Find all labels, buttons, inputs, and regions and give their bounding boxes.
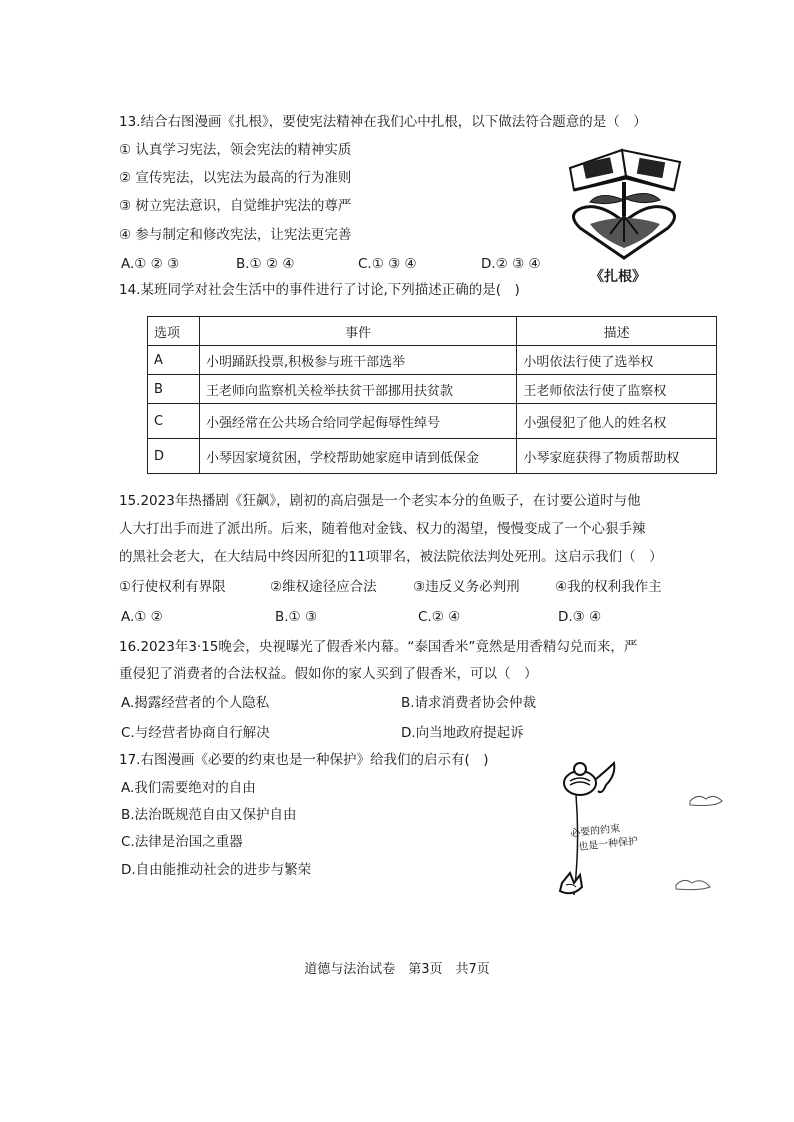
q17-choice-d: D.自由能推动社会的进步与繁荣 [121,862,312,878]
q16-choice-b: B.请求消费者协会仲裁 [401,695,537,711]
q13-stem: 13.结合右图漫画《扎根》，要使宪法精神在我们心中扎根，以下做法符合题意的是（ ） [119,114,647,130]
table-cell-option: B [148,375,200,404]
q15-stem-line-3: 的黑社会老大，在大结局中终因所犯的11项罪名，被法院依法判处死刑。这启示我们（ ） [119,549,663,565]
q13-choice-c: C.① ③ ④ [358,256,417,272]
table-header-row [148,317,717,346]
q16-stem-line-2: 重侵犯了消费者的合法权益。假如你的家人买到了假香米，可以（ ） [119,666,538,682]
q15-choice-a: A.① ② [121,609,163,625]
q13-choice-d: D.② ③ ④ [481,256,541,272]
rooting-cartoon-caption: 《扎根》 [590,269,646,285]
q15-stem-line-1: 15.2023年热播剧《狂飙》，剧初的高启强是一个老实本分的鱼贩子，在讨要公道时与他 [119,493,641,509]
rooting-cartoon-illustration [560,138,695,263]
q16-choice-d: D.向当地政府提起诉 [401,725,524,741]
kite-cartoon-illustration [540,755,740,930]
table-cell-event: 小明踊跃投票,积极参与班干部选举 [199,346,516,375]
kite-caption-line-2: 也是一种保护 [577,835,639,854]
q17-choice-c: C.法律是治国之重器 [121,834,243,850]
table-header-description: 描述 [517,317,717,346]
q13-statement-2: ② 宣传宪法，以宪法为最高的行为准则 [119,170,352,186]
table-cell-event: 王老师向监察机关检举扶贫干部挪用扶贫款 [199,375,516,404]
table-row [148,375,717,404]
table-cell-option: D [148,439,200,474]
q13-choice-a: A.① ② ③ [121,256,180,272]
q14-table [147,316,717,474]
q13-statement-4: ④ 参与制定和修改宪法，让宪法更完善 [119,227,352,243]
q15-choice-d: D.③ ④ [558,609,602,625]
q13-statement-3: ③ 树立宪法意识，自觉维护宪法的尊严 [119,198,352,214]
q17-choice-b: B.法治既规范自由又保护自由 [121,807,297,823]
table-cell-description: 小琴家庭获得了物质帮助权 [517,439,717,474]
kite-caption-line-1: 必要的约束 [569,823,621,840]
table-cell-description: 小强侵犯了他人的姓名权 [517,404,717,439]
table-cell-event: 小琴因家境贫困，学校帮助她家庭申请到低保金 [199,439,516,474]
q15-choice-b: B.① ③ [275,609,318,625]
q15-statement-2: ②维权途径应合法 [270,579,377,595]
table-cell-description: 小明依法行使了选举权 [517,346,717,375]
q16-choice-a: A.揭露经营者的个人隐私 [121,695,270,711]
table-cell-option: C [148,404,200,439]
q13-statement-1: ① 认真学习宪法，领会宪法的精神实质 [119,142,352,158]
q15-statement-3: ③违反义务必判刑 [413,579,520,595]
table-row [148,346,717,375]
q14-stem: 14.某班同学对社会生活中的事件进行了讨论,下列描述正确的是( ) [119,282,520,298]
table-header-option: 选项 [148,317,200,346]
q15-stem-line-2: 人大打出手而进了派出所。后来，随着他对金钱、权力的渴望，慢慢变成了一个心狠手辣 [119,521,646,537]
table-cell-option: A [148,346,200,375]
q15-statement-1: ①行使权利有界限 [119,579,226,595]
q17-stem: 17.右图漫画《必要的约束也是一种保护》给我们的启示有( ) [119,752,489,768]
table-row [148,439,717,474]
q17-choice-a: A.我们需要绝对的自由 [121,780,256,796]
table-header-event: 事件 [199,317,516,346]
q16-choice-c: C.与经营者协商自行解决 [121,725,270,741]
q15-statement-4: ④我的权利我作主 [555,579,662,595]
page-footer: 道德与法治试卷 第3页 共7页 [304,962,490,977]
table-cell-description: 王老师依法行使了监察权 [517,375,717,404]
table-cell-event: 小强经常在公共场合给同学起侮辱性绰号 [199,404,516,439]
q15-choice-c: C.② ④ [418,609,461,625]
table-row [148,404,717,439]
q13-choice-b: B.① ② ④ [236,256,295,272]
q16-stem-line-1: 16.2023年3·15晚会，央视曝光了假香米内幕。“泰国香米”竟然是用香精勾兑而来，严 [119,639,638,655]
